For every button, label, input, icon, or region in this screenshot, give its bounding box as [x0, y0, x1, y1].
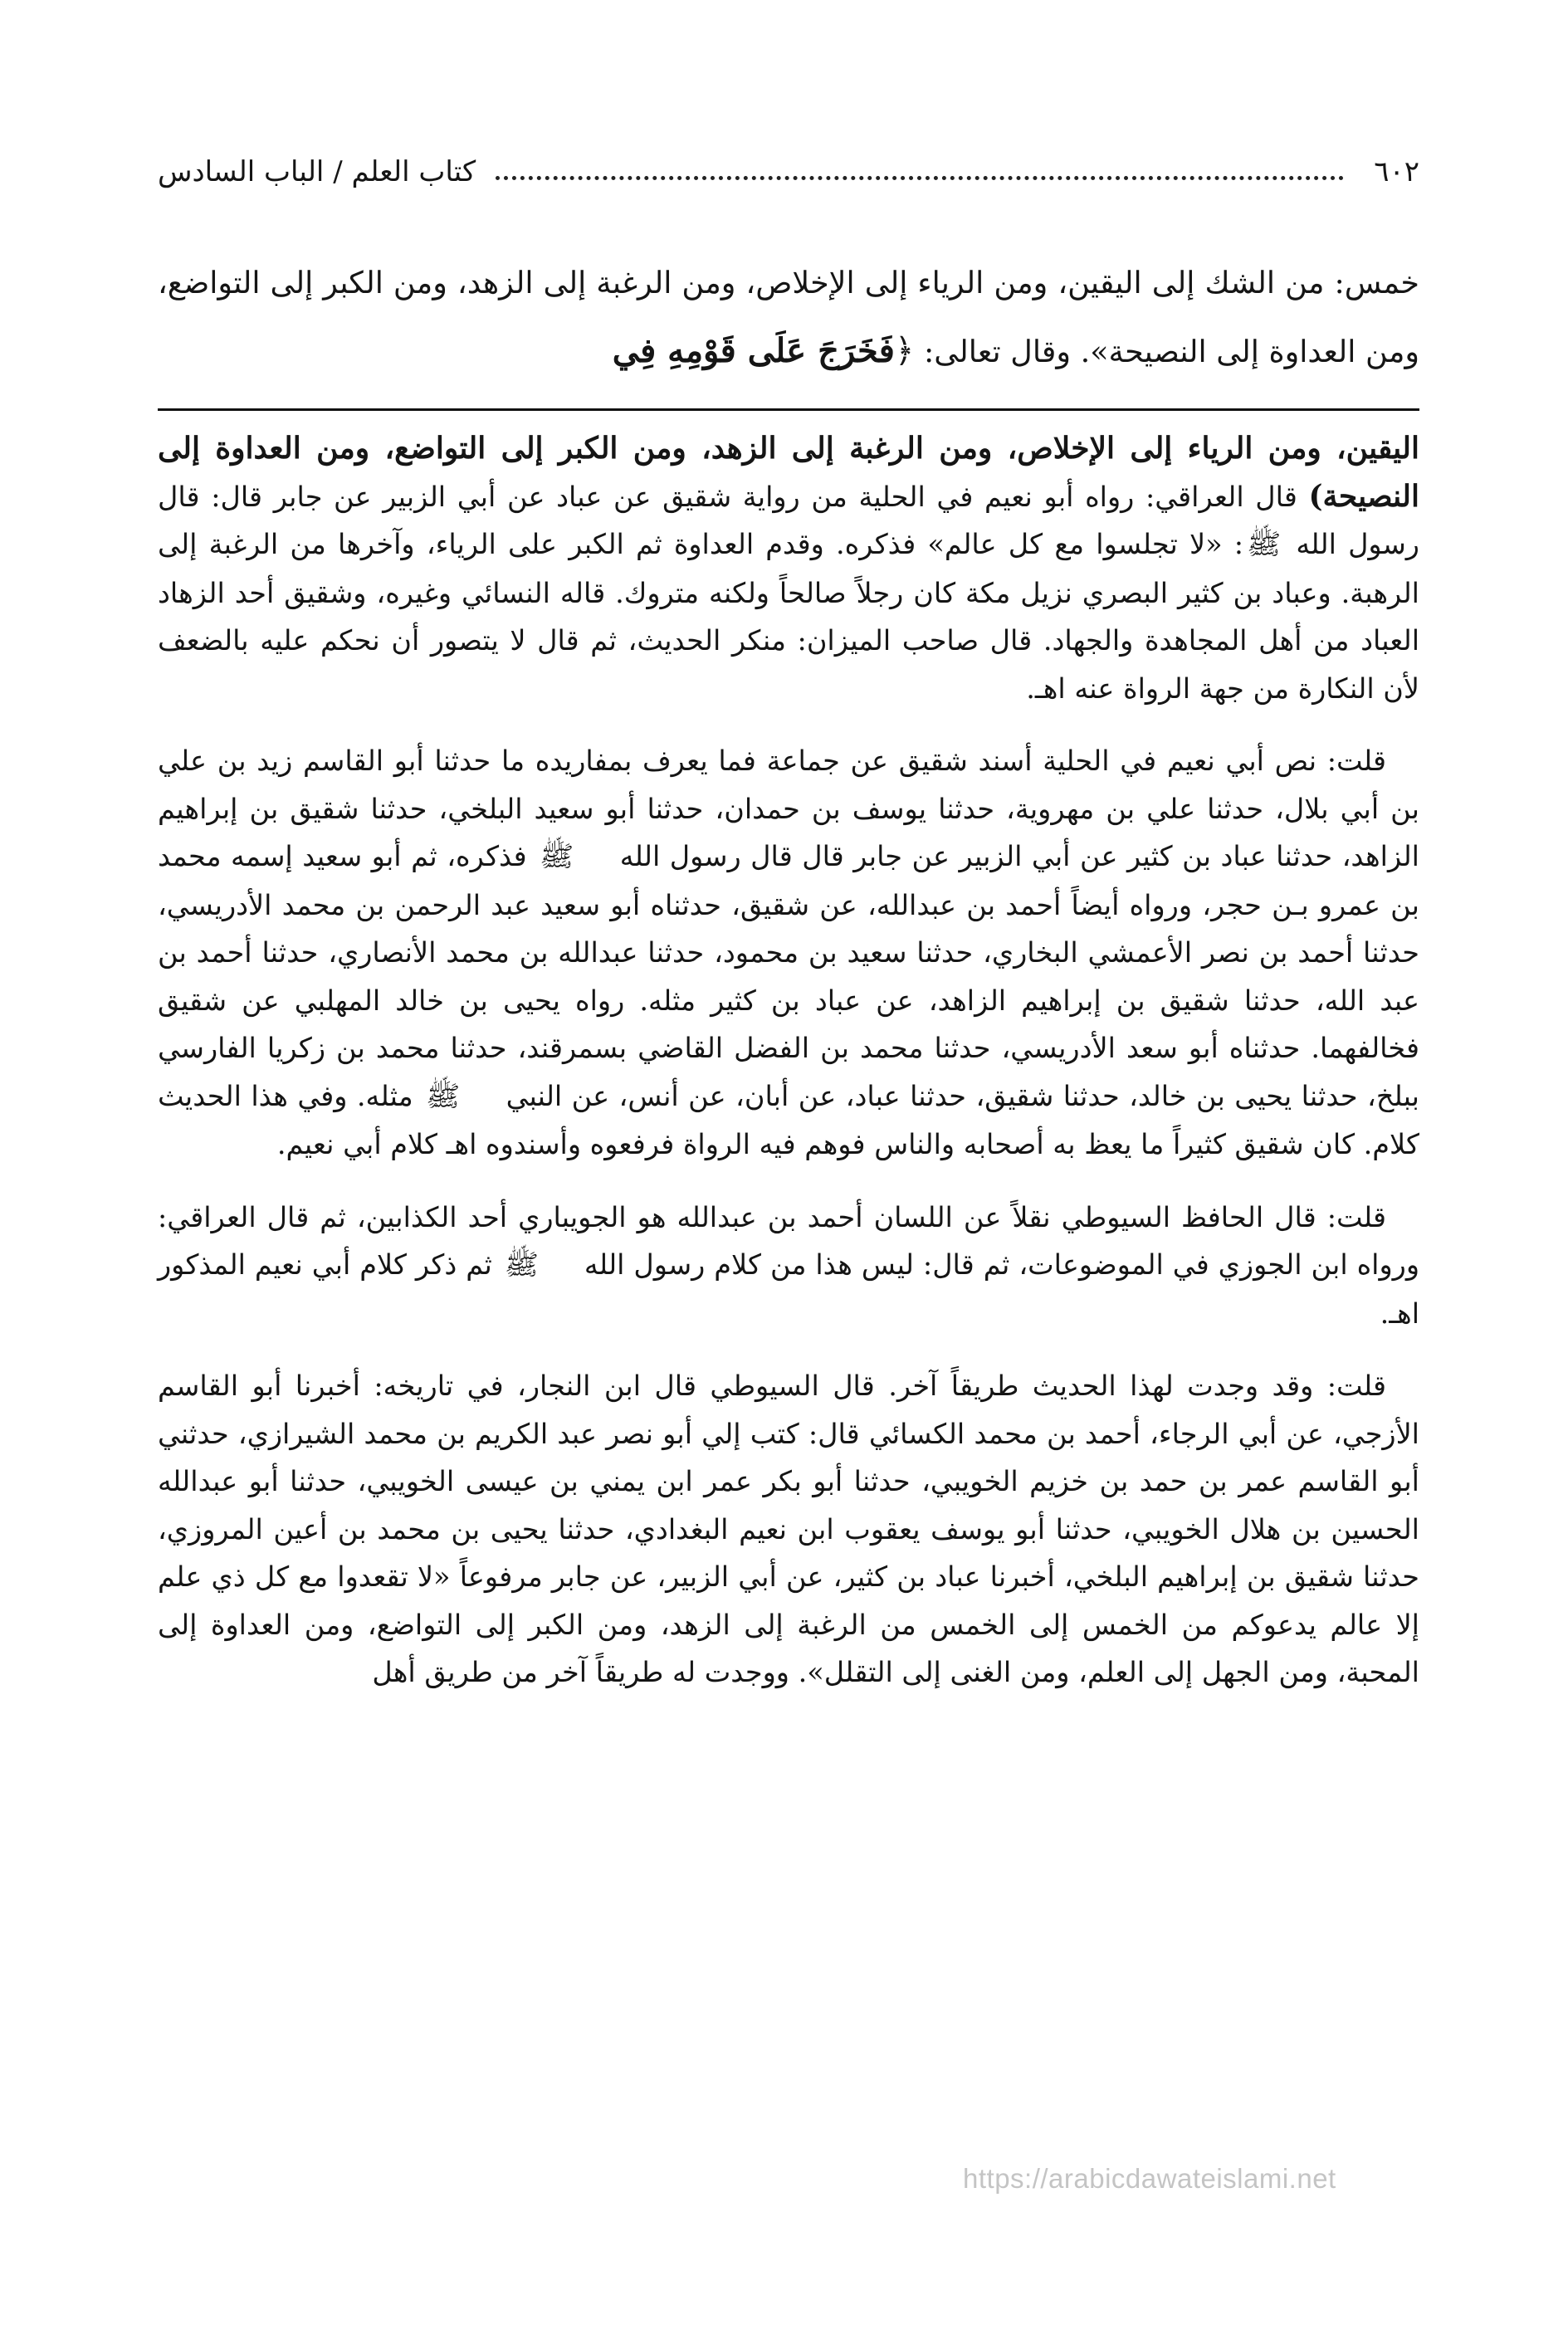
commentary-text: قلت: قال الحافظ السيوطي نقلاً عن اللسان أحمد بن عبدالله هو الجويباري أحد الكذابين، ثم قال العراقي: ورواه ابن الجوزي في الموضوعات، ثم قال: ليس هذا من كلام رسول الله — [158, 1200, 1419, 1281]
commentary-paragraph-2 — [158, 737, 1419, 1169]
page-number: ٦٠٢ — [1374, 155, 1419, 189]
quran-open-bracket: ﴿ — [894, 332, 915, 370]
salawat-ligature: ﷺ — [504, 1248, 539, 1282]
commentary-paragraph-4: قلت: وقد وجدت لهذا الحديث طريقاً آخر. قال السيوطي قال ابن النجار، في تاريخه: أخبرنا أبو القاسم الأزجي، عن أبي الرجاء، أحمد بن محمد الكسائي قال: كتب إلي أبو نصر عبد الكريم بن محمد الشيرازي، حدثني أبو القاسم عمر بن حمد بن خزيم الخويبي، حدثنا أبو بكر عمر ابن يمني بن عيسى الخويبي، حدثنا أبو عبدالله الحسين بن هلال الخويبي، حدثنا أبو يوسف يعقوب ابن نعيم البغدادي، حدثنا يحيى بن محمد بن أعين المروزي، حدثنا شقيق بن إبراهيم البلخي، أخبرنا عباد بن كثير، عن أبي الزبير، عن جابر مرفوعاً «لا تقعدوا مع كل ذي علم إلا عالم يدعوكم من الخمس إلى الخمس من الرغبة إلى الزهد، ومن الكبر إلى التواضع، ومن العداوة إلى المحبة، ومن الجهل إلى العلم، ومن الغنى إلى التقلل». ووجدت له طريقاً آخر من طريق أهل — [158, 1370, 1419, 1688]
commentary-text: فذكره، ثم أبو سعيد إسمه محمد بن عمرو بـن حجر، ورواه أيضاً أحمد بن عبدالله، عن شقيق، حدثناه أبو سعيد عبد الرحمن بن محمد الأدريسي، حدثنا أحمد بن نصر الأعمشي البخاري، حدثنا سعيد بن محمود، حدثنا عبدالله بن محمد الأنصاري، حدثنا أحمد بن عبد الله، حدثنا شقيق بن إبراهيم الزاهد، عن عباد بن كثير مثله. رواه يحيى بن خالد المهلبي عن شقيق فخالفهما. حدثناه أبو سعد الأدريسي، حدثنا محمد بن الفضل القاضي بسمرقند، حدثنا محمد بن زكريا الفارسي ببلخ، حدثنا يحيى بن خالد، حدثنا شقيق، حدثنا عباد، عن أبان، عن أنس، عن النبي — [158, 840, 1419, 1112]
main-text — [158, 249, 1419, 386]
running-header — [158, 139, 1419, 189]
watermark-url: https://arabicdawateislami.net — [963, 2163, 1336, 2194]
commentary — [158, 425, 1419, 1697]
salawat-ligature: ﷺ — [540, 840, 574, 873]
commentary-text: : «لا تجلسوا مع كل عالم» فذكره. وقدم العداوة ثم الكبر على الرياء، وآخرها من الرغبة إلى الرهبة. وعباد بن كثير البصري نزيل مكة كان رجلاً صالحاً ولكنه متروك. قاله النسائي وغيره، وشقيق أحد الزهاد العباد من أهل المجاهدة والجهاد. قال صاحب الميزان: منكر الحديث، ثم قال لا يتصور أن نحكم عليه بالضعف لأن النكارة من جهة الرواة عنه اهـ. — [158, 528, 1419, 705]
book-page — [158, 125, 1419, 2299]
salawat-ligature: ﷺ — [1247, 528, 1282, 561]
commentary-text: مثله. وفي هذا الحديث كلام. كان شقيق كثيراً ما يعظ به أصحابه والناس فوهم فيه الرواة فرفعوه وأسندوه اهـ كلام أبي نعيم. — [158, 1079, 1419, 1160]
commentary-text: ثم ذكر كلام أبي نعيم المذكور اهـ. — [158, 1248, 1419, 1330]
commentary-text: قال العراقي: رواه أبو نعيم في الحلية من رواية شقيق عن عباد عن أبي الزبير عن جابر قال: قال رسول الله — [158, 480, 1419, 560]
commentary-lead: اليقين، ومن الرياء إلى الإخلاص، ومن الرغبة إلى الزهد، ومن الكبر إلى التواضع، ومن العداوة إلى النصيحة) — [158, 431, 1419, 514]
commentary-paragraph-3 — [158, 1194, 1419, 1338]
quran-verse: فَخَرَجَ عَلَى قَوْمِهِ فِي — [612, 331, 895, 370]
header-dotted-leader — [496, 176, 1344, 180]
commentary-paragraph-1 — [158, 425, 1419, 712]
chapter-title: كتاب العلم / الباب السادس — [158, 155, 476, 189]
main-text-body: خمس: من الشك إلى اليقين، ومن الرياء إلى الإخلاص، ومن الرغبة إلى الزهد، ومن الكبر إلى التواضع، ومن العداوة إلى النصيحة». وقال تعالى: — [158, 265, 1419, 369]
commentary-text: قلت: نص أبي نعيم في الحلية أسند شقيق عن جماعة فما يعرف بمفاريده ما حدثنا أبو القاسم زيد بن علي بن أبي بلال، حدثنا علي بن مهروية، حدثنا يوسف بن حمدان، حدثنا أبو سعيد البلخي، حدثنا شقيق بن إبراهيم الزاهد، حدثنا عباد بن كثير عن أبي الزبير عن جابر قال قال رسول الله — [158, 745, 1419, 872]
main-text-divider — [158, 408, 1419, 411]
salawat-ligature: ﷺ — [426, 1079, 461, 1113]
